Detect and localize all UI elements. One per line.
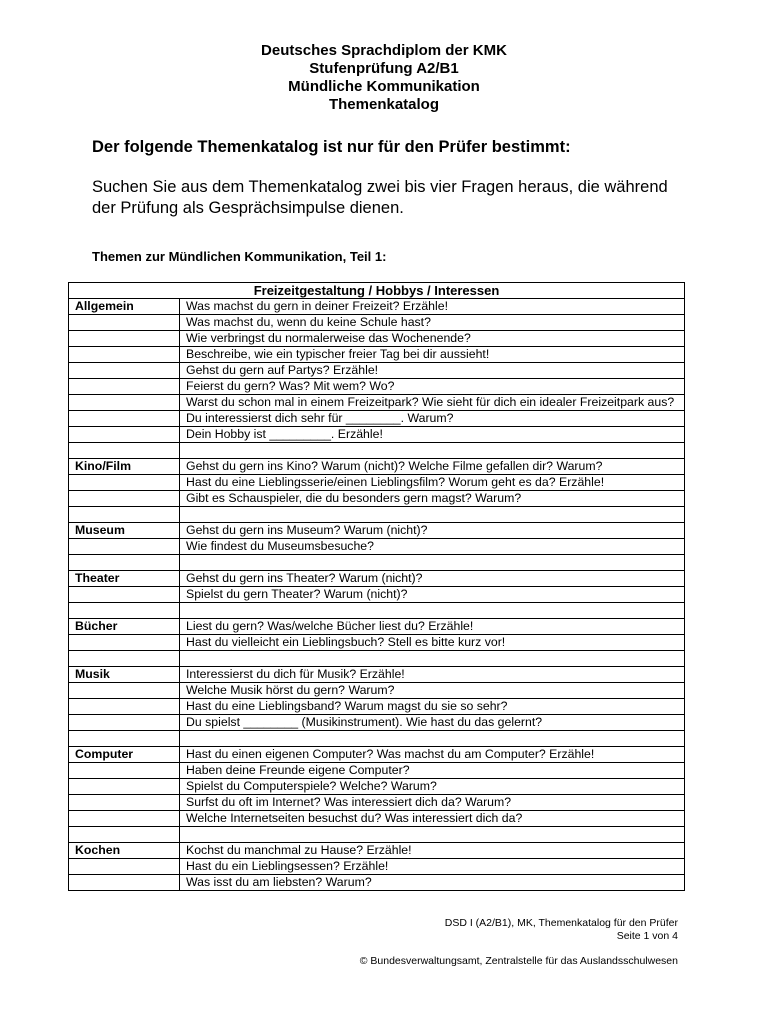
question-cell: Was machst du gern in deiner Freizeit? Erzähle! bbox=[180, 299, 685, 315]
title-line-4: Themenkatalog bbox=[328, 96, 440, 113]
table-row bbox=[69, 795, 685, 811]
category-cell-empty bbox=[69, 491, 180, 507]
spacer-cell bbox=[180, 443, 685, 459]
question-cell: Hast du ein Lieblingsessen? Erzähle! bbox=[180, 859, 685, 875]
instruction-text: Suchen Sie aus dem Themenkatalog zwei bis vier Fragen heraus, die während der Prüfung als Gesprächsimpulse dienen. bbox=[92, 178, 668, 217]
question-cell: Gehst du gern ins Theater? Warum (nicht)? bbox=[180, 571, 685, 587]
table-row bbox=[69, 363, 685, 379]
category-cell-empty bbox=[69, 379, 180, 395]
question-cell: Was isst du am liebsten? Warum? bbox=[180, 875, 685, 891]
category-cell-empty bbox=[69, 347, 180, 363]
topic-table bbox=[68, 282, 685, 891]
table-row bbox=[69, 523, 685, 539]
table-row bbox=[69, 315, 685, 331]
table-row bbox=[69, 779, 685, 795]
table-row bbox=[69, 427, 685, 443]
footer-copyright: © Bundesverwaltungsamt, Zentralstelle für das Auslandsschulwesen bbox=[359, 955, 678, 967]
spacer-row bbox=[69, 827, 685, 843]
question-cell: Hast du vielleicht ein Lieblingsbuch? Stell es bitte kurz vor! bbox=[180, 635, 685, 651]
examiner-notice: Der folgende Themenkatalog ist nur für den Prüfer bestimmt: bbox=[92, 138, 571, 156]
table-row bbox=[69, 619, 685, 635]
question-cell: Kochst du manchmal zu Hause? Erzähle! bbox=[180, 843, 685, 859]
title-line-1: Deutsches Sprachdiplom der KMK bbox=[261, 42, 507, 59]
category-label: Museum bbox=[69, 523, 180, 539]
table-row bbox=[69, 331, 685, 347]
category-label: Musik bbox=[69, 667, 180, 683]
table-row bbox=[69, 667, 685, 683]
category-cell-empty bbox=[69, 811, 180, 827]
table-row bbox=[69, 747, 685, 763]
question-cell: Du interessierst dich sehr für ________. Warum? bbox=[180, 411, 685, 427]
question-cell: Feierst du gern? Was? Mit wem? Wo? bbox=[180, 379, 685, 395]
question-cell: Gehst du gern auf Partys? Erzähle! bbox=[180, 363, 685, 379]
table-row bbox=[69, 395, 685, 411]
spacer-cell bbox=[69, 827, 180, 843]
category-label: Allgemein bbox=[69, 299, 180, 315]
table-row bbox=[69, 843, 685, 859]
table-row bbox=[69, 683, 685, 699]
category-cell-empty bbox=[69, 315, 180, 331]
table-row bbox=[69, 763, 685, 779]
footer-reference bbox=[445, 917, 678, 943]
category-cell-empty bbox=[69, 875, 180, 891]
question-cell: Gehst du gern ins Kino? Warum (nicht)? Welche Filme gefallen dir? Warum? bbox=[180, 459, 685, 475]
table-body bbox=[69, 299, 685, 891]
question-cell: Was machst du, wenn du keine Schule hast? bbox=[180, 315, 685, 331]
question-cell: Dein Hobby ist _________. Erzähle! bbox=[180, 427, 685, 443]
category-cell-empty bbox=[69, 395, 180, 411]
question-cell: Du spielst ________ (Musikinstrument). Wie hast du das gelernt? bbox=[180, 715, 685, 731]
category-cell-empty bbox=[69, 539, 180, 555]
spacer-cell bbox=[180, 827, 685, 843]
table-row bbox=[69, 347, 685, 363]
table-row bbox=[69, 411, 685, 427]
category-cell-empty bbox=[69, 587, 180, 603]
question-cell: Haben deine Freunde eigene Computer? bbox=[180, 763, 685, 779]
question-cell: Welche Internetseiten besuchst du? Was interessiert dich da? bbox=[180, 811, 685, 827]
category-label: Kochen bbox=[69, 843, 180, 859]
table-row bbox=[69, 587, 685, 603]
category-cell-empty bbox=[69, 715, 180, 731]
table-row bbox=[69, 859, 685, 875]
table-row bbox=[69, 459, 685, 475]
table-row bbox=[69, 715, 685, 731]
spacer-cell bbox=[180, 603, 685, 619]
question-cell: Gehst du gern ins Museum? Warum (nicht)? bbox=[180, 523, 685, 539]
question-cell: Beschreibe, wie ein typischer freier Tag bei dir aussieht! bbox=[180, 347, 685, 363]
question-cell: Wie verbringst du normalerweise das Wochenende? bbox=[180, 331, 685, 347]
category-cell-empty bbox=[69, 475, 180, 491]
table-row bbox=[69, 299, 685, 315]
table-header: Freizeitgestaltung / Hobbys / Interessen bbox=[69, 283, 685, 299]
table-row bbox=[69, 811, 685, 827]
question-cell: Hast du eine Lieblingsserie/einen Lieblingsfilm? Worum geht es da? Erzähle! bbox=[180, 475, 685, 491]
category-cell-empty bbox=[69, 859, 180, 875]
table-row bbox=[69, 875, 685, 891]
table-row bbox=[69, 475, 685, 491]
question-cell: Hast du einen eigenen Computer? Was machst du am Computer? Erzähle! bbox=[180, 747, 685, 763]
footer-page-number: Seite 1 von 4 bbox=[616, 930, 678, 942]
footer-doc-ref: DSD I (A2/B1), MK, Themenkatalog für den Prüfer bbox=[444, 917, 678, 929]
title-line-3: Mündliche Kommunikation bbox=[288, 78, 480, 95]
category-cell-empty bbox=[69, 331, 180, 347]
document-title-block bbox=[0, 42, 768, 114]
section-title: Themen zur Mündlichen Kommunikation, Teil 1: bbox=[92, 249, 387, 264]
spacer-row bbox=[69, 443, 685, 459]
table-row bbox=[69, 379, 685, 395]
spacer-cell bbox=[69, 555, 180, 571]
category-cell-empty bbox=[69, 635, 180, 651]
spacer-cell bbox=[69, 507, 180, 523]
spacer-cell bbox=[180, 555, 685, 571]
category-cell-empty bbox=[69, 411, 180, 427]
spacer-cell bbox=[180, 651, 685, 667]
spacer-row bbox=[69, 603, 685, 619]
table-row bbox=[69, 635, 685, 651]
question-cell: Surfst du oft im Internet? Was interessiert dich da? Warum? bbox=[180, 795, 685, 811]
spacer-cell bbox=[69, 443, 180, 459]
spacer-cell bbox=[69, 731, 180, 747]
spacer-cell bbox=[69, 651, 180, 667]
spacer-cell bbox=[180, 731, 685, 747]
category-label: Computer bbox=[69, 747, 180, 763]
table-row bbox=[69, 571, 685, 587]
category-cell-empty bbox=[69, 363, 180, 379]
category-cell-empty bbox=[69, 699, 180, 715]
spacer-cell bbox=[69, 603, 180, 619]
question-cell: Welche Musik hörst du gern? Warum? bbox=[180, 683, 685, 699]
spacer-row bbox=[69, 731, 685, 747]
question-cell: Liest du gern? Was/welche Bücher liest du? Erzähle! bbox=[180, 619, 685, 635]
table-header-row bbox=[69, 283, 685, 299]
table-row bbox=[69, 491, 685, 507]
category-label: Kino/Film bbox=[69, 459, 180, 475]
question-cell: Spielst du gern Theater? Warum (nicht)? bbox=[180, 587, 685, 603]
category-cell-empty bbox=[69, 763, 180, 779]
spacer-row bbox=[69, 651, 685, 667]
question-cell: Warst du schon mal in einem Freizeitpark? Wie sieht für dich ein idealer Freizeitpark aus? bbox=[180, 395, 685, 411]
spacer-row bbox=[69, 507, 685, 523]
spacer-cell bbox=[180, 507, 685, 523]
question-cell: Gibt es Schauspieler, die du besonders gern magst? Warum? bbox=[180, 491, 685, 507]
category-cell-empty bbox=[69, 683, 180, 699]
category-label: Bücher bbox=[69, 619, 180, 635]
category-cell-empty bbox=[69, 779, 180, 795]
question-cell: Spielst du Computerspiele? Welche? Warum? bbox=[180, 779, 685, 795]
category-cell-empty bbox=[69, 427, 180, 443]
spacer-row bbox=[69, 555, 685, 571]
category-label: Theater bbox=[69, 571, 180, 587]
question-cell: Wie findest du Museumsbesuche? bbox=[180, 539, 685, 555]
question-cell: Hast du eine Lieblingsband? Warum magst du sie so sehr? bbox=[180, 699, 685, 715]
question-cell: Interessierst du dich für Musik? Erzähle! bbox=[180, 667, 685, 683]
table-row bbox=[69, 539, 685, 555]
table-row bbox=[69, 699, 685, 715]
category-cell-empty bbox=[69, 795, 180, 811]
title-line-2: Stufenprüfung A2/B1 bbox=[309, 60, 459, 77]
